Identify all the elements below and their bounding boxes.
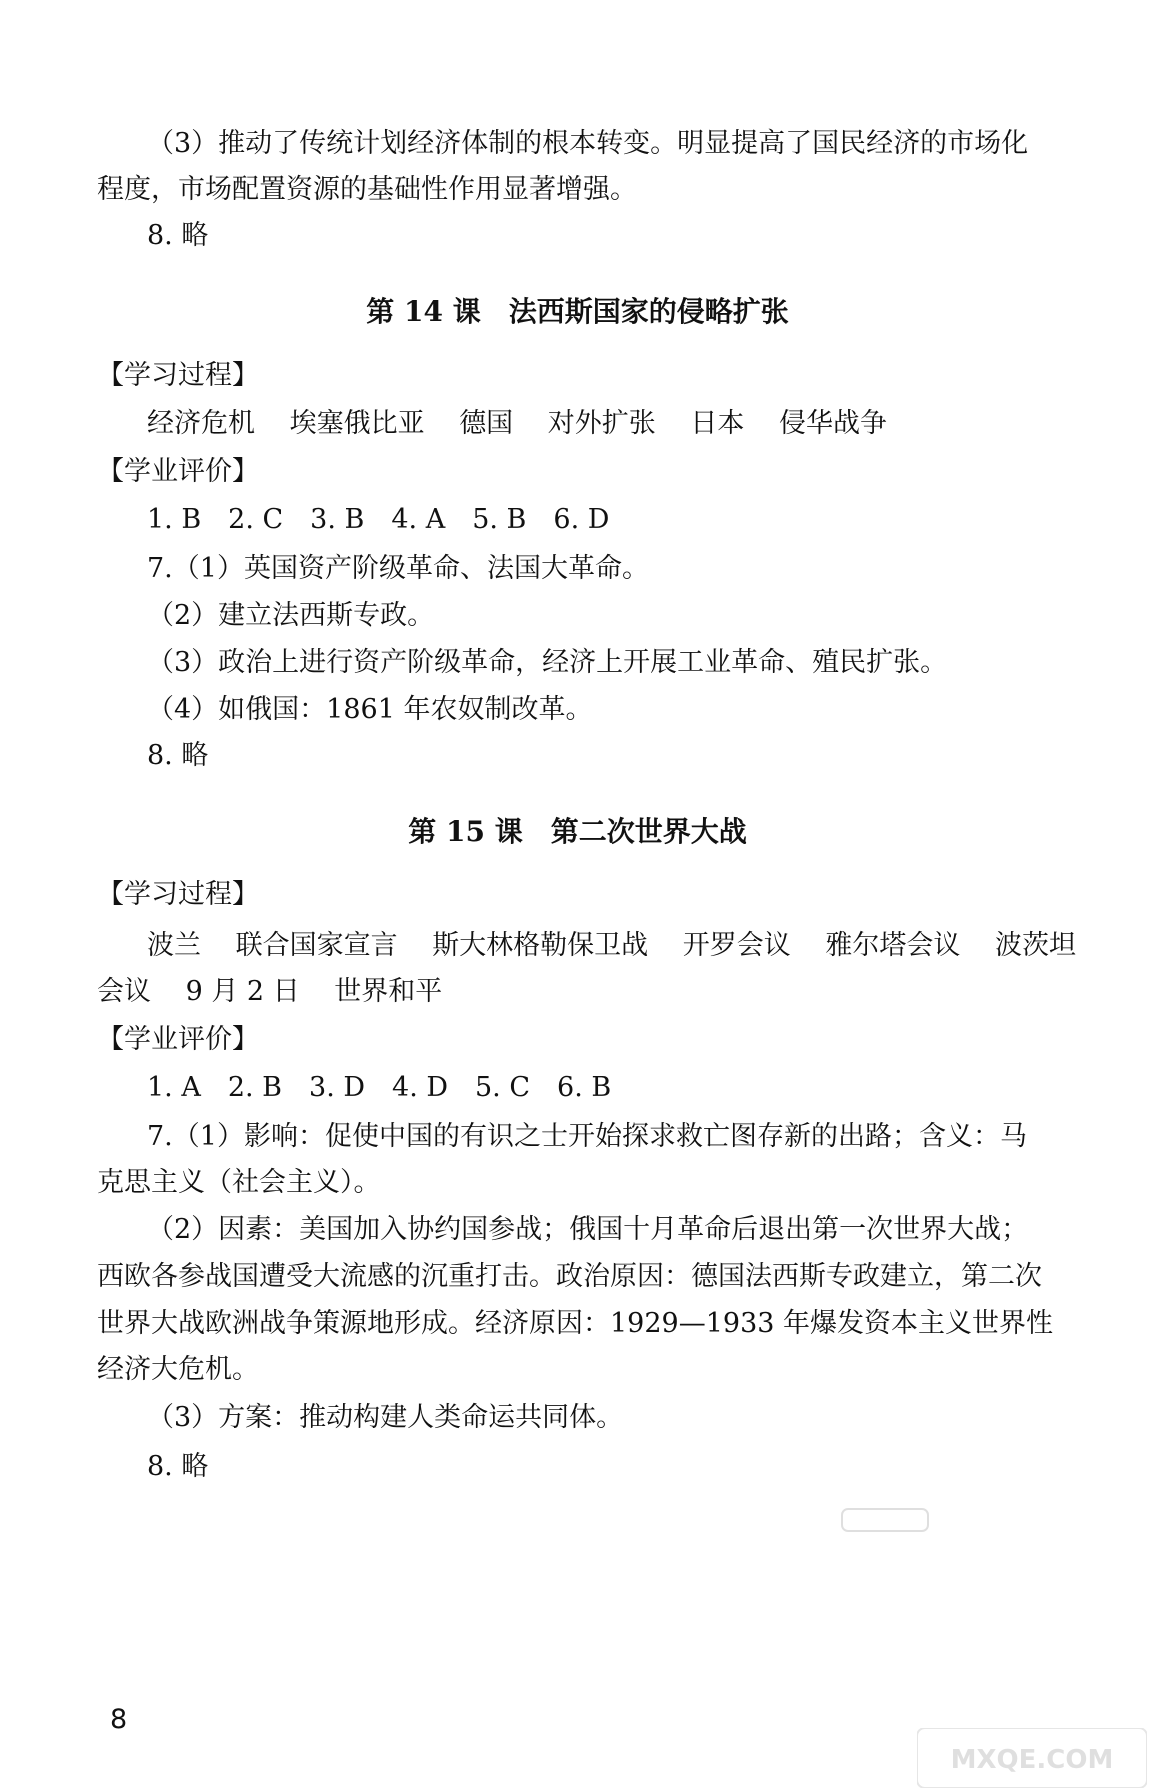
paragraph-line: （3）方案：推动构建人类命运共同体。	[147, 1402, 624, 1433]
lesson-14-title: 第 14 课 法西斯国家的侵略扩张	[366, 295, 789, 328]
keyword: 世界和平	[334, 976, 443, 1007]
keyword-list	[147, 928, 1102, 964]
keyword-list	[97, 974, 468, 1010]
paragraph-line: （4）如俄国：1861 年农奴制改革。	[147, 694, 593, 725]
keyword: 德国	[459, 408, 514, 439]
item-8: 8. 略	[147, 740, 209, 771]
paragraph-line: 世界大战欧洲战争策源地形成。经济原因：1929—1933 年爆发资本主义世界性	[97, 1308, 1054, 1339]
lesson-15-title: 第 15 课 第二次世界大战	[408, 815, 747, 848]
page-number: 8	[110, 1704, 128, 1735]
paragraph-line: 经济大危机。	[97, 1354, 259, 1385]
paragraph-line: 克思主义（社会主义）。	[97, 1167, 381, 1198]
keyword: 9 月 2 日	[185, 976, 300, 1007]
keyword: 联合国家宣言	[235, 930, 398, 961]
paragraph-line: （2）建立法西斯专政。	[147, 600, 435, 631]
keyword: 波兰	[147, 930, 201, 961]
answer-key: 1. B 2. C 3. B 4. A 5. B 6. D	[147, 504, 610, 535]
paragraph-line: （2）因素：美国加入协约国参战；俄国十月革命后退出第一次世界大战；	[147, 1214, 1029, 1245]
keyword: 日本	[690, 408, 745, 439]
keyword: 波茨坦	[994, 930, 1076, 961]
paragraph-line: 西欧各参战国遭受大流感的沉重打击。政治原因：德国法西斯专政建立，第二次	[97, 1261, 1042, 1292]
section-heading: 【学业评价】	[97, 1024, 259, 1055]
paragraph-line: （3）推动了传统计划经济体制的根本转变。明显提高了国民经济的市场化	[147, 128, 1029, 159]
paragraph-line: 程度，市场配置资源的基础性作用显著增强。	[97, 174, 637, 205]
keyword: 雅尔塔会议	[825, 930, 961, 961]
item-8: 8. 略	[147, 220, 209, 251]
section-heading: 【学习过程】	[97, 360, 259, 391]
watermark-text: MXQE.COM	[950, 1745, 1114, 1775]
section-heading: 【学习过程】	[97, 879, 259, 910]
item-8: 8. 略	[147, 1451, 209, 1482]
answer-key: 1. A 2. B 3. D 4. D 5. C 6. B	[147, 1072, 612, 1103]
watermark-stamp-icon	[840, 1505, 930, 1535]
keyword: 对外扩张	[547, 408, 656, 439]
paragraph-line: 7.（1）英国资产阶级革命、法国大革命。	[147, 553, 649, 584]
keyword: 侵华战争	[778, 408, 887, 439]
section-heading: 【学业评价】	[97, 456, 259, 487]
keyword-list	[147, 406, 913, 442]
watermark-logo-icon	[917, 1728, 1147, 1788]
keyword: 会议	[97, 976, 151, 1007]
keyword: 斯大林格勒保卫战	[432, 930, 649, 961]
paragraph-line: （3）政治上进行资产阶级革命，经济上开展工业革命、殖民扩张。	[147, 647, 948, 678]
paragraph-line: 7.（1）影响：促使中国的有识之士开始探求救亡图存新的出路；含义：马	[147, 1121, 1027, 1152]
keyword: 经济危机	[147, 408, 255, 439]
keyword: 开罗会议	[682, 930, 791, 961]
keyword: 埃塞俄比亚	[289, 408, 425, 439]
